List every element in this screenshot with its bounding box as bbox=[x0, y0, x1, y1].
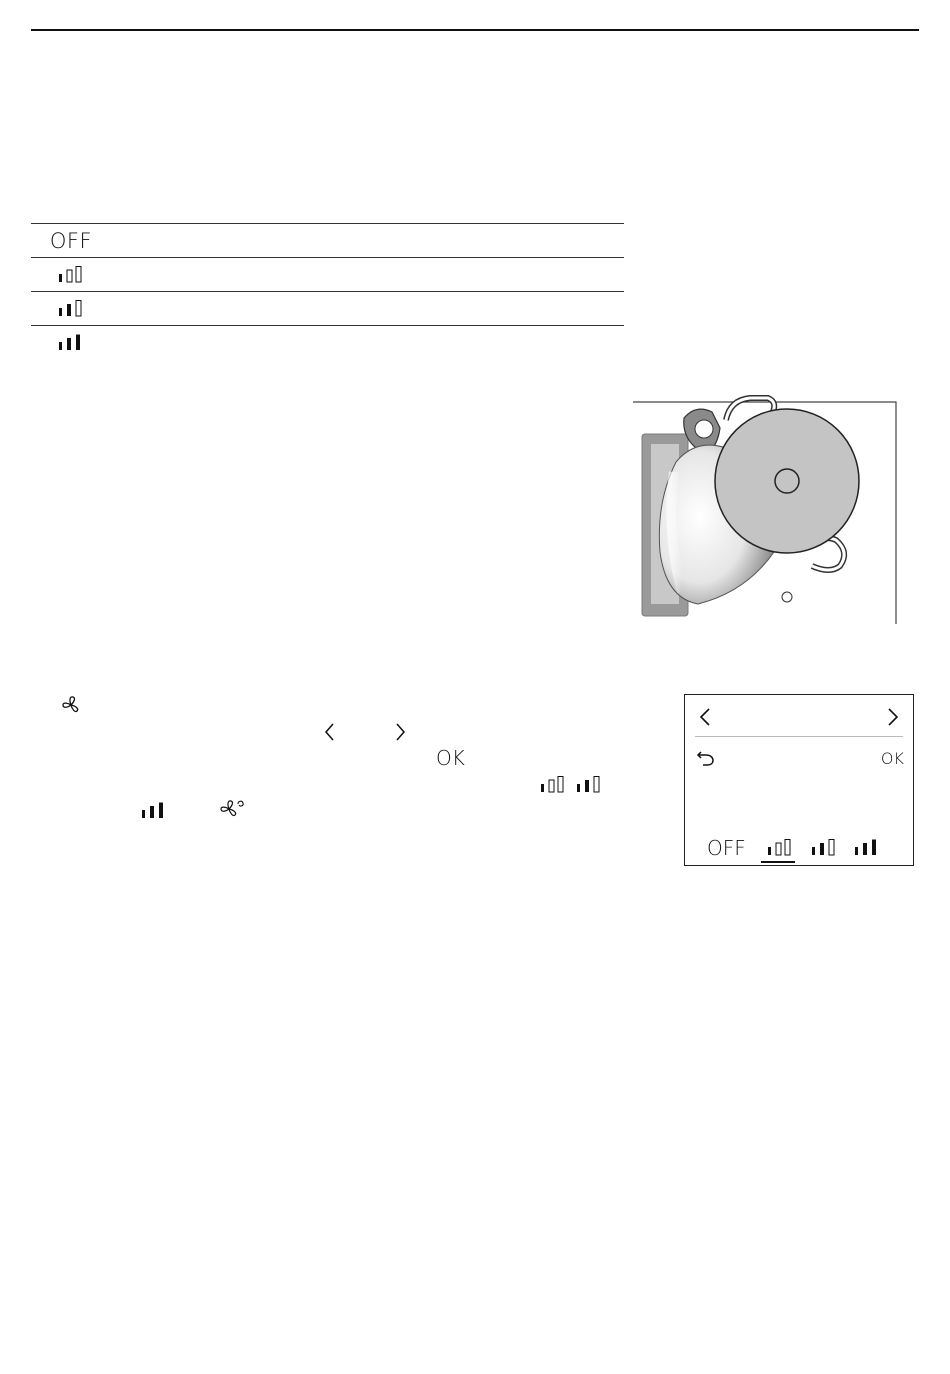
off-label: OFF bbox=[49, 228, 93, 253]
level-1-icon bbox=[58, 266, 84, 284]
level-row-off bbox=[31, 223, 624, 257]
chevron-right-icon[interactable] bbox=[886, 707, 900, 727]
display-divider bbox=[695, 736, 903, 737]
option-level-2-icon[interactable] bbox=[811, 839, 837, 857]
chevron-right-icon bbox=[392, 722, 408, 742]
top-rule bbox=[31, 29, 919, 31]
fan-icon bbox=[60, 694, 82, 716]
option-off[interactable]: OFF bbox=[707, 836, 746, 860]
hob-with-pot-and-hood-icon bbox=[626, 392, 902, 628]
chevron-left-icon bbox=[322, 722, 338, 742]
selection-indicator bbox=[761, 861, 795, 863]
level-2-icon bbox=[576, 776, 602, 794]
level-row-2 bbox=[31, 291, 624, 325]
level-3-icon bbox=[141, 802, 167, 820]
level-row-1 bbox=[31, 257, 624, 291]
level-row-3 bbox=[31, 325, 624, 359]
fan-auto-icon bbox=[220, 798, 246, 820]
option-level-1-icon[interactable] bbox=[767, 839, 793, 857]
option-level-3-icon[interactable] bbox=[854, 839, 880, 857]
level-2-icon bbox=[58, 300, 84, 318]
level-1-icon bbox=[540, 776, 566, 794]
fan-level-table bbox=[31, 223, 624, 359]
control-display-panel bbox=[684, 694, 914, 866]
ok-label-inline: OK bbox=[436, 746, 465, 770]
chevron-left-icon[interactable] bbox=[698, 707, 712, 727]
level-3-icon bbox=[58, 334, 84, 352]
back-icon[interactable] bbox=[696, 749, 716, 767]
ok-button[interactable]: OK bbox=[880, 749, 904, 768]
